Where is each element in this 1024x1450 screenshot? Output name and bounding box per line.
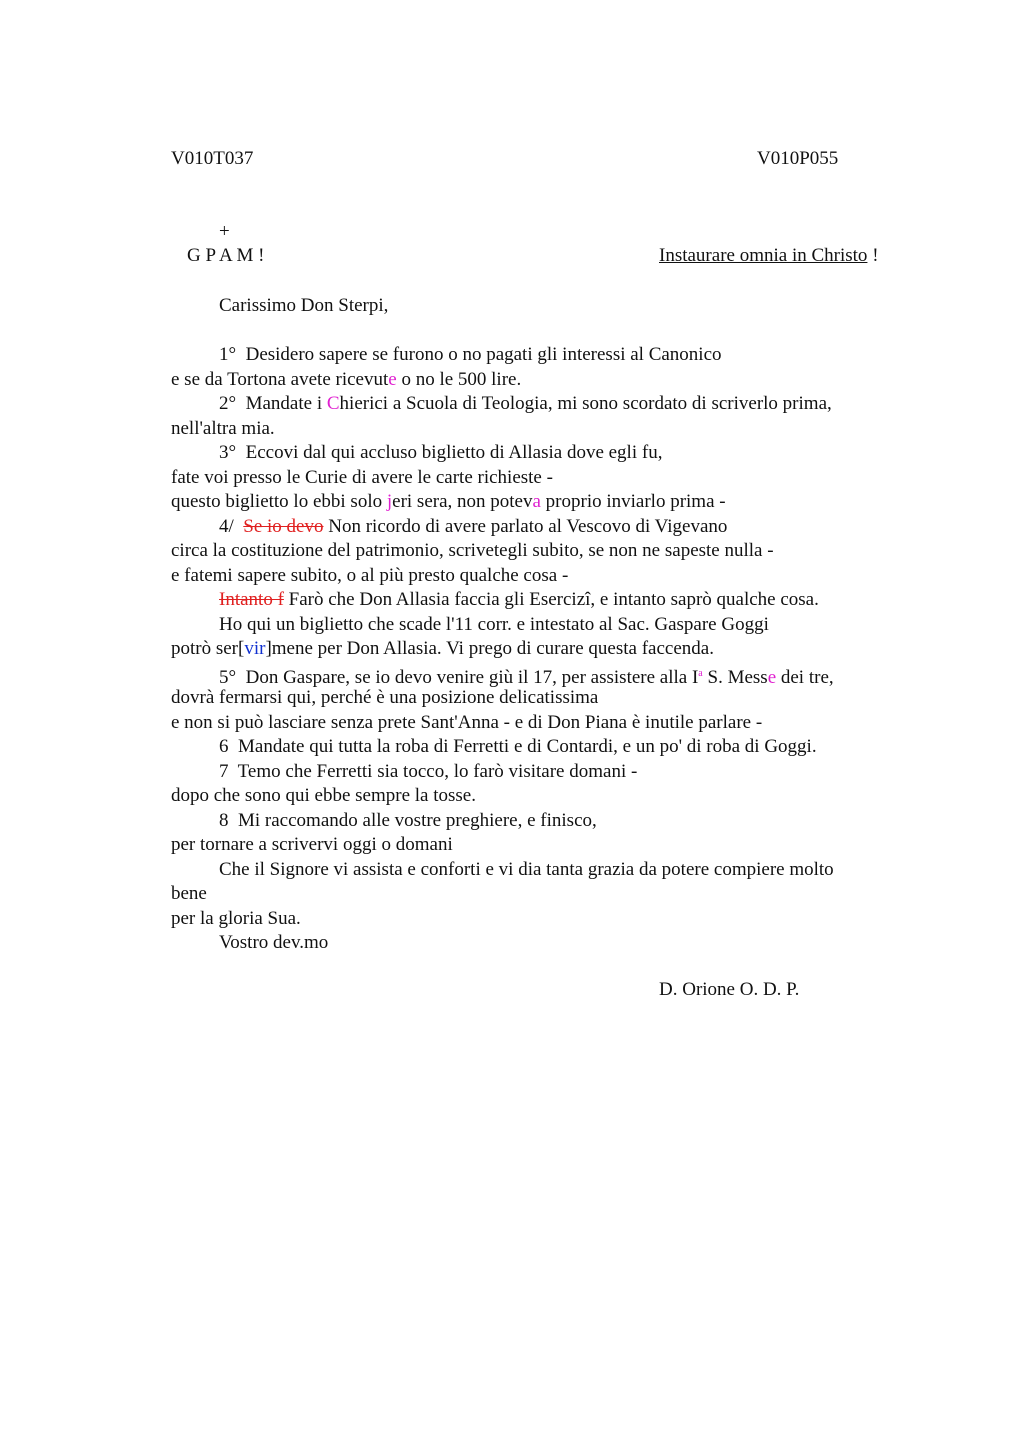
text-segment: j bbox=[386, 491, 393, 512]
text-segment: circa la costituzione del patrimonio, scrivetegli subito, se non ne sapeste nulla - bbox=[171, 540, 774, 561]
salutation: Carissimo Don Sterpi, bbox=[219, 295, 389, 316]
text-segment: Che il Signore vi assista e conforti e vi dia tanta grazia da potere compiere molto bbox=[219, 858, 834, 880]
letter-line bbox=[171, 466, 553, 490]
text-segment: 5° Don Gaspare, se io devo venire giù il 17, per assistere alla I bbox=[219, 666, 699, 688]
text-segment: vir bbox=[244, 638, 266, 659]
letter-line bbox=[171, 686, 598, 710]
letter-line bbox=[171, 564, 568, 588]
document-code-right: V010P055 bbox=[757, 148, 839, 169]
text-segment: 3° Eccovi dal qui accluso biglietto di Allasia dove egli fu, bbox=[219, 442, 663, 463]
text-segment: Non ricordo di avere parlato al Vescovo di Vigevano bbox=[323, 515, 728, 537]
text-segment: e fatemi sapere subito, o al più presto qualche cosa - bbox=[171, 564, 569, 586]
letter-line bbox=[171, 907, 301, 931]
text-segment: potrò ser[ bbox=[171, 638, 245, 659]
text-segment: ]mene per Don Allasia. Vi prego di curare questa faccenda. bbox=[265, 638, 714, 659]
text-segment: Ho qui un biglietto che scade l'11 corr. e intestato al Sac. Gaspare Goggi bbox=[219, 613, 769, 635]
text-segment: , e intanto saprò qualche cosa. bbox=[590, 589, 819, 610]
letter-line bbox=[219, 760, 637, 784]
letter-line bbox=[171, 368, 521, 392]
document-code-left: V010T037 bbox=[171, 148, 254, 169]
text-segment: dovrà fermarsi qui, perché è una posizione delicatissima bbox=[171, 687, 599, 708]
text-segment: e bbox=[388, 368, 397, 390]
letter-line bbox=[171, 784, 476, 808]
motto-text: Instaurare omnia in Christo bbox=[659, 245, 868, 266]
text-segment: e non si può lasciare senza prete Sant'Anna - e di Don Piana è inutile parlare - bbox=[171, 711, 763, 733]
letter-line bbox=[219, 858, 834, 882]
letter-line bbox=[219, 441, 662, 465]
letter-line bbox=[219, 392, 832, 416]
motto bbox=[659, 244, 879, 268]
text-segment: 2° Mandate i bbox=[219, 393, 327, 414]
text-segment: 6 Mandate qui tutta la roba di Ferretti e di Contardi, e un po' di roba di Goggi. bbox=[219, 736, 817, 757]
text-segment: 8 Mi raccomando alle vostre preghiere, e finisco, bbox=[219, 809, 597, 831]
gpam-invocation: G P A M ! bbox=[187, 245, 265, 266]
text-segment: dei tre, bbox=[776, 666, 834, 688]
text-segment: e se da Tortona avete ricevut bbox=[171, 368, 389, 390]
letter-line bbox=[219, 809, 597, 833]
letter-line bbox=[171, 833, 453, 857]
text-segment: S. Mess bbox=[702, 666, 768, 688]
text-segment: 7 Temo che Ferretti sia tocco, lo farò visitare domani - bbox=[219, 760, 638, 782]
letter-line bbox=[171, 539, 774, 563]
text-segment: fate voi presso le Curie di avere le carte richieste - bbox=[171, 466, 553, 488]
text-segment: o no le 500 lire. bbox=[396, 368, 522, 390]
text-segment: nell'altra mia. bbox=[171, 417, 275, 439]
letter-line bbox=[219, 931, 328, 955]
text-segment: Intanto f bbox=[219, 589, 284, 610]
text-segment: bene bbox=[171, 883, 207, 904]
text-segment: eri sera, non potev bbox=[392, 491, 533, 512]
text-segment: per tornare a scrivervi oggi o domani bbox=[171, 834, 453, 855]
text-segment: 4/ bbox=[219, 515, 244, 537]
letter-line bbox=[219, 515, 727, 539]
text-segment: Se io devo bbox=[243, 515, 324, 537]
text-segment: e bbox=[767, 666, 777, 688]
signature: D. Orione O. D. P. bbox=[659, 979, 800, 1000]
text-segment: dopo che sono qui ebbe sempre la tosse. bbox=[171, 785, 476, 806]
text-segment: hierici a Scuola di Teologia, mi sono scordato di scriverlo prima, bbox=[339, 393, 832, 414]
letter-line bbox=[171, 490, 726, 514]
text-segment: questo biglietto lo ebbi solo bbox=[171, 491, 387, 512]
text-segment: a bbox=[698, 667, 703, 679]
letter-line bbox=[171, 637, 714, 661]
text-segment: Farò che Don Allasia faccia gli Esercizî bbox=[283, 589, 591, 610]
text-segment: proprio inviarlo prima - bbox=[540, 491, 726, 512]
text-segment: Vostro dev.mo bbox=[219, 932, 329, 953]
letter-line bbox=[171, 711, 762, 735]
letter-line bbox=[171, 417, 275, 441]
letter-line bbox=[219, 343, 722, 367]
text-segment: a bbox=[532, 491, 541, 512]
letter-line bbox=[171, 882, 207, 906]
text-segment: C bbox=[326, 393, 340, 414]
cross-symbol: + bbox=[219, 221, 230, 242]
text-segment: per la gloria Sua. bbox=[171, 907, 301, 929]
text-segment: 1° Desidero sapere se furono o no pagati gli interessi al Canonico bbox=[219, 344, 722, 365]
letter-line bbox=[219, 735, 817, 759]
letter-line bbox=[219, 588, 819, 612]
motto-exclamation: ! bbox=[867, 245, 879, 266]
letter-line bbox=[219, 613, 769, 637]
